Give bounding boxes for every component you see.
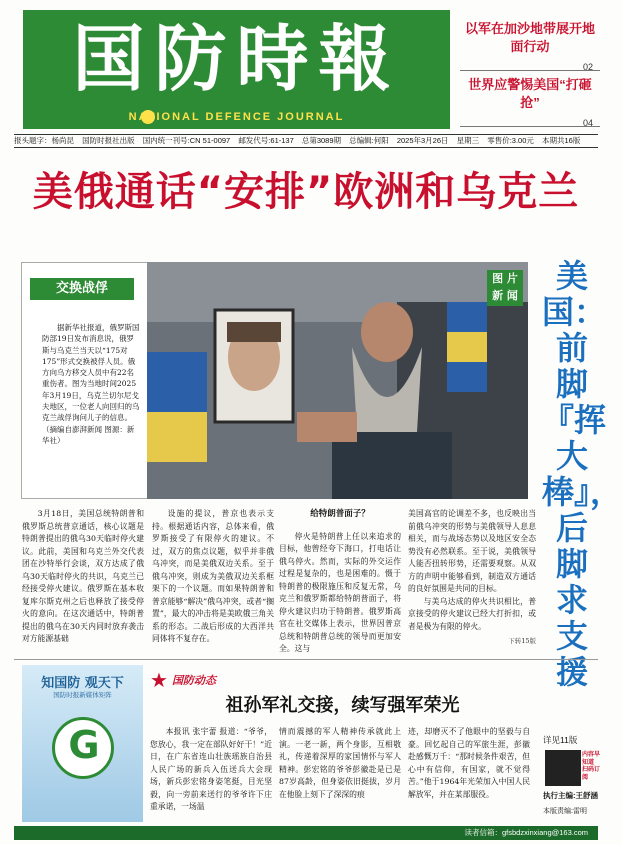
info-calligraphy: 报头题字：杨尚昆 <box>14 136 74 145</box>
teaser-story-2[interactable]: 世界应警惕美国“打砸抢” <box>468 77 592 110</box>
story-2-headline[interactable]: 祖孙军礼交接，续写强军荣光 <box>225 695 460 716</box>
story-2-column-1 <box>150 726 272 814</box>
article-column-2: 设施的提议，普京也表示支持。根据通话内容，总体来看，俄罗斯接受了有限停火的建议。不过，双方的焦点议题，似乎并非俄乌冲突，而是美俄双边关系。至于俄乌冲突，则成为美俄双边关系框架下的一个议题。而如果特朗普和普京能够“解决”俄乌冲突，或者“搁置”，最大的冲击将是美欧俄三角关系的形态。二战后形成的大西洋共同体将不复存在。 <box>152 509 274 643</box>
info-editor: 总编辑:何阳 <box>349 136 389 145</box>
photo-tag-line-1: 图 片 <box>492 272 518 285</box>
story-2-column-1-text: 本报讯 张宇蕾 报道：“爷爷，您放心，我一定在部队好好干！”近日，在广东省连山壮族瑶族自治县人民广场的新兵入伍送兵大会现场，新兵彭宏铭身姿笔挺，目光坚毅，向一旁前来送行的爷爷许下庄重承诺，一场温 <box>150 727 272 811</box>
info-issue-number: 总第3089期 <box>301 136 342 145</box>
executive-editor: 执行主编:王舒涵 <box>543 791 598 800</box>
masthead-subtitle: NATIONAL DEFENCE JOURNAL <box>128 111 345 123</box>
section-divider <box>14 659 598 660</box>
article-column-4 <box>408 508 536 648</box>
section-label <box>150 668 216 692</box>
masthead-title: 国防時報 <box>72 16 401 101</box>
news-photo-illustration <box>147 262 528 499</box>
continued-on-page[interactable]: 下转15版 <box>508 637 536 645</box>
news-photo <box>147 262 528 499</box>
article-column-3 <box>279 508 401 656</box>
info-publisher: 国防时报社出版 <box>82 136 135 145</box>
info-weekday: 星期三 <box>456 136 480 145</box>
teaser-story-1[interactable]: 以军在加沙地带展开地面行动 <box>464 21 595 54</box>
teaser-divider <box>460 70 600 71</box>
article-column-4-para-2: 与美乌达成的停火共识相比，普京接受的停火建议已经大打折扣，或者是极为有限的停火。 <box>408 596 536 631</box>
info-issn: 国内统一刊号:CN 51-0097 <box>142 136 231 145</box>
story-2-column-2: 情而震撼的军人精神传承就此上演。一老一新，两个身影，互相敬礼，传递着深厚的家国情怀与军人精神。彭宏铭的爷爷彭徽赴是已是87岁高龄，但身姿依旧挺拔，岁月在他脸上刻下了深深的痕 <box>279 727 401 799</box>
caption-title: 交换战俘 <box>30 278 134 300</box>
main-headline[interactable]: 美俄通话“安排”欧洲和乌克兰 <box>32 169 580 215</box>
vertical-headline-page-ref: 详见11版 <box>543 735 578 745</box>
teaser-page-2: 04 <box>583 118 594 128</box>
story-2-column-3: 迹，却磨灭不了他眼中的坚毅与自豪。回忆起自己的军旅生涯，彭徽赴感慨万千：“那时候条件艰苦，但心中有信仰，有国家，就不觉得苦。”他于1964年光荣加入中国人民解放军，并在某部服役。 <box>408 727 530 799</box>
teaser-page-1: 02 <box>583 62 594 72</box>
info-postal-code: 邮发代号:61-137 <box>238 136 294 145</box>
publication-info-bar <box>14 134 598 148</box>
photo-news-tag <box>487 270 523 306</box>
caption-text: 据新华社报道，俄罗斯国防部19日发布消息说，俄罗斯与乌克兰当天以“175对175”形式交换被俘人员。俄方向乌方移交人员中有22名重伤者。图为当地时间2025年3月19日，乌克兰切尔尼戈夫地区，一位老人向回归的乌克兰战俘询问儿子的信息。（摘编自澎湃新闻 图源：新华社） <box>42 323 140 445</box>
article-column-3-text: 停火是特朗普上任以来追求的目标，他曾经夸下海口，打电话让俄乌停火。然而，实际的外交运作过程是复杂的，也是困难的。慑于特朗普的极限施压和反复无常，乌克兰和俄罗斯都给特朗普面子，将停火建议归功于特朗普。俄罗斯高官在社交媒体上表示，世界因普京总统和特朗普总统的领导而更加安全。这与 <box>279 531 401 653</box>
qr-code-icon[interactable] <box>545 750 581 786</box>
page-editor: 本版责编:雷明 <box>543 808 587 815</box>
ad-logo-letter-icon: G <box>68 723 100 767</box>
photo-tag-line-2: 新 闻 <box>492 289 518 302</box>
masthead <box>23 10 450 129</box>
info-page-count: 本期共16版 <box>541 136 581 145</box>
reader-mailbox-footer[interactable]: 读者信箱：gfsbdzxinxiang@163.com <box>14 826 598 840</box>
info-date: 2025年3月26日 <box>396 136 449 145</box>
ad-title: 知国防 观天下 <box>41 676 124 691</box>
vertical-headline[interactable]: 美国：前脚『挥大棒』，后脚求支援 <box>542 257 622 691</box>
ad-subtitle: 国防时报新媒体矩阵 <box>53 692 112 699</box>
article-column-1: 3月18日，美国总统特朗普和俄罗斯总统普京通话，核心议题是特朗普提出的俄乌30天临时停火建议。此前，美国和乌克兰外交代表团在沙特举行会谈，双方达成了俄乌30天临时停火的共识，乌克兰已经接受停火建议。俄罗斯在基本收复库尔斯克州之后也释放了接受停火的意向。在这次通话中，特朗普提出的俄乌在30天内同时放弃袭击对方能源基础 <box>22 509 144 643</box>
teaser-divider <box>460 126 600 127</box>
qr-subscribe-text: 内容早知道 扫码订阅 <box>582 752 601 781</box>
section-label-text: 国防动态 <box>171 674 216 687</box>
info-price: 零售价:3.00元 <box>487 136 534 145</box>
article-column-4-para-1: 美国高官的论调差不多，也反映出当前俄乌冲突的形势与美俄领导人息息相关，而与战场态势以及地区安全态势没有必然联系。至于说，美俄领导人能否扭转形势，还需要观察。从双方的声明中能够看到，制造双方通话的良好氛围是共同的目标。 <box>408 509 536 593</box>
article-subhead: 给特朗普面子？ <box>310 509 370 519</box>
star-icon: ★ <box>150 668 168 692</box>
